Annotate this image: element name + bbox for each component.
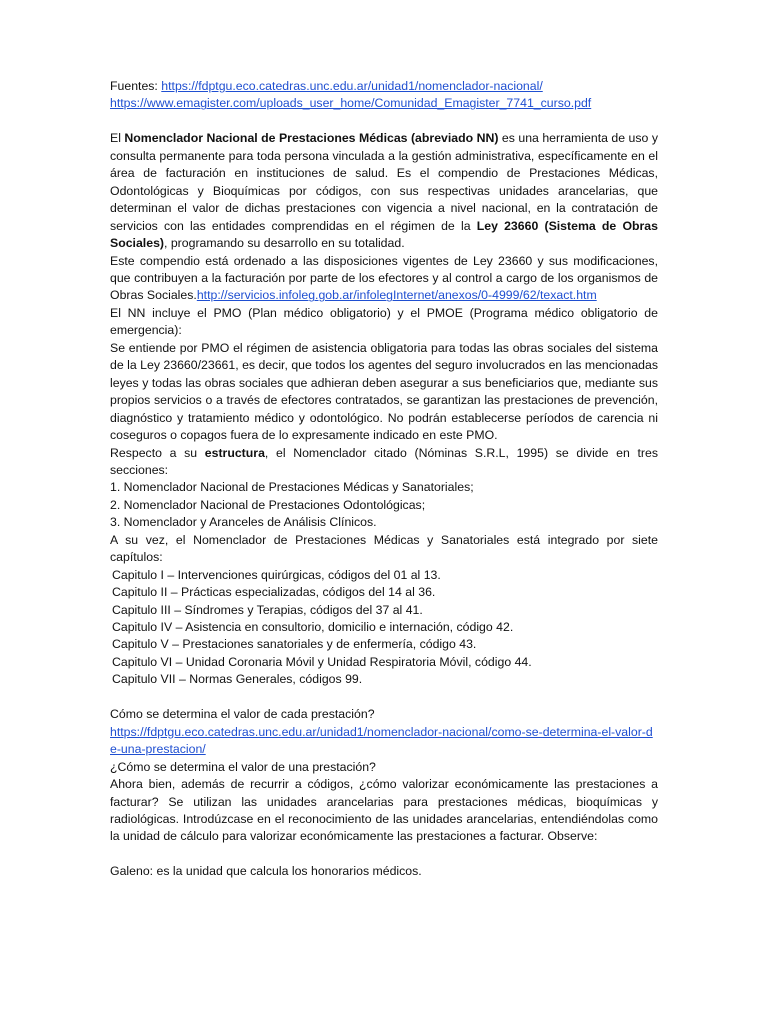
chapter-item: Capitulo VI – Unidad Coronaria Móvil y Unidad Respiratoria Móvil, código 44. xyxy=(112,654,532,669)
pmo-definition-paragraph: Se entiende por PMO el régimen de asistencia obligatoria para todas las obras sociales del sistema de la Ley 23660/23661, es decir, que todos los agentes del seguro involucrados en las mencionadas leyes y todas las obras sociales que adhieran deben asegurar a sus beneficiarios que, mediante sus propios servicios o a través de efectores contratados, se garantizan las prestaciones de prevención, diagnóstico y tratamiento médico y odontológico. No podrán establecerse períodos de carencia ni coseguros o copagos fuera de lo expresamente indicado en este PMO. xyxy=(110,340,658,443)
chapter-item: Capitulo VII – Normas Generales, códigos 99. xyxy=(112,672,363,687)
chapter-item: Capitulo III – Síndromes y Terapias, códigos del 37 al 41. xyxy=(112,602,423,617)
infoleg-link[interactable]: http://servicios.infoleg.gob.ar/infolegInternet/anexos/0-4999/62/texact.htm xyxy=(196,288,597,303)
spacer xyxy=(110,689,658,706)
section-item: 3. Nomenclador y Aranceles de Análisis Clínicos. xyxy=(110,515,377,530)
sources-line xyxy=(110,78,658,95)
structure-text-start: Respecto a su xyxy=(110,445,205,460)
spacer xyxy=(110,846,658,863)
intro-text-end: , programando su desarrollo en su totalidad. xyxy=(164,236,405,251)
pmo-intro-paragraph: El NN incluye el PMO (Plan médico obligatorio) y el PMOE (Programa médico obligatorio de emergencia): xyxy=(110,305,658,338)
sources-line-2 xyxy=(110,95,658,112)
chapter-item: Capitulo V – Prestaciones sanatoriales y de enfermería, código 43. xyxy=(112,637,477,652)
valuation-link-line xyxy=(110,724,658,759)
intro-text-start: El xyxy=(110,131,125,146)
chapters-intro-paragraph: A su vez, el Nomenclador de Prestaciones Médicas y Sanatoriales está integrado por siete capítulos: xyxy=(110,532,658,565)
question-heading: Cómo se determina el valor de cada prestación? xyxy=(110,707,375,722)
section-item: 1. Nomenclador Nacional de Prestaciones Médicas y Sanatoriales; xyxy=(110,480,474,495)
sources-label: Fuentes: xyxy=(110,79,158,93)
valuation-link[interactable]: https://fdptgu.eco.catedras.unc.edu.ar/unidad1/nomenclador-nacional/como-se-determina-el-valor-de-una-prestacion/ xyxy=(110,724,653,757)
structure-text-end: , el Nomenclador citado (Nóminas S.R.L, 1995) se divide en tres secciones: xyxy=(110,445,658,477)
document-page xyxy=(110,78,658,881)
section-item: 2. Nomenclador Nacional de Prestaciones Odontológicas; xyxy=(110,497,426,512)
chapter-item: Capitulo II – Prácticas especializadas, códigos del 14 al 36. xyxy=(112,585,436,600)
spacer xyxy=(110,113,658,130)
structure-bold: estructura xyxy=(204,445,265,460)
source-link-unc[interactable]: https://fdptgu.eco.catedras.unc.edu.ar/unidad1/nomenclador-nacional/ xyxy=(161,79,543,93)
question-heading-2: ¿Cómo se determina el valor de una prestación? xyxy=(110,759,376,774)
nn-definition-bold: Nomenclador Nacional de Prestaciones Médicas (abreviado NN) xyxy=(124,131,499,146)
intro-text-mid: es una herramienta de uso y consulta permanente para toda persona vinculada a la gestión administrativa, específicamente en el área de facturación en instituciones de salud. Es el compendio de Prestaciones Médicas, Odontológicas y Bioquímicas por códigos, con sus respectivas unidades arancelarias, que determinan el valor de dichas prestaciones con vigencia a nivel nacional, en la contratación de servicios con las entidades comprendidas en el régimen de la xyxy=(110,131,658,233)
source-link-emagister[interactable]: https://www.emagister.com/uploads_user_home/Comunidad_Emagister_7741_curso.pdf xyxy=(110,96,592,111)
chapter-item: Capitulo IV – Asistencia en consultorio, domicilio e internación, código 42. xyxy=(112,620,514,635)
galeno-definition: Galeno: es la unidad que calcula los honorarios médicos. xyxy=(110,864,422,879)
law-23660-bold: Ley 23660 (Sistema de Obras Sociales) xyxy=(110,218,658,251)
valuation-paragraph: Ahora bien, además de recurrir a códigos, ¿cómo valorizar económicamente las prestaciones a facturar? Se utilizan las unidades arancelarias para prestaciones médicas, bioquímicas y radiológicas. Introdúzcase en el reconocimiento de las unidades arancelarias, entendiéndolas como la unidad de cálculo para valorizar económicamente las prestaciones a facturar. Observe: xyxy=(110,777,658,844)
structure-paragraph xyxy=(110,445,658,480)
compendium-paragraph xyxy=(110,253,658,305)
chapter-item: Capitulo I – Intervenciones quirúrgicas, códigos del 01 al 13. xyxy=(112,567,441,582)
intro-paragraph xyxy=(110,130,658,252)
compendium-text: Este compendio está ordenado a las disposiciones vigentes de Ley 23660 y sus modificaciones, que contribuyen a la facturación por parte de los efectores y al control a cargo de los organismos de Obras Sociales. xyxy=(110,253,658,303)
